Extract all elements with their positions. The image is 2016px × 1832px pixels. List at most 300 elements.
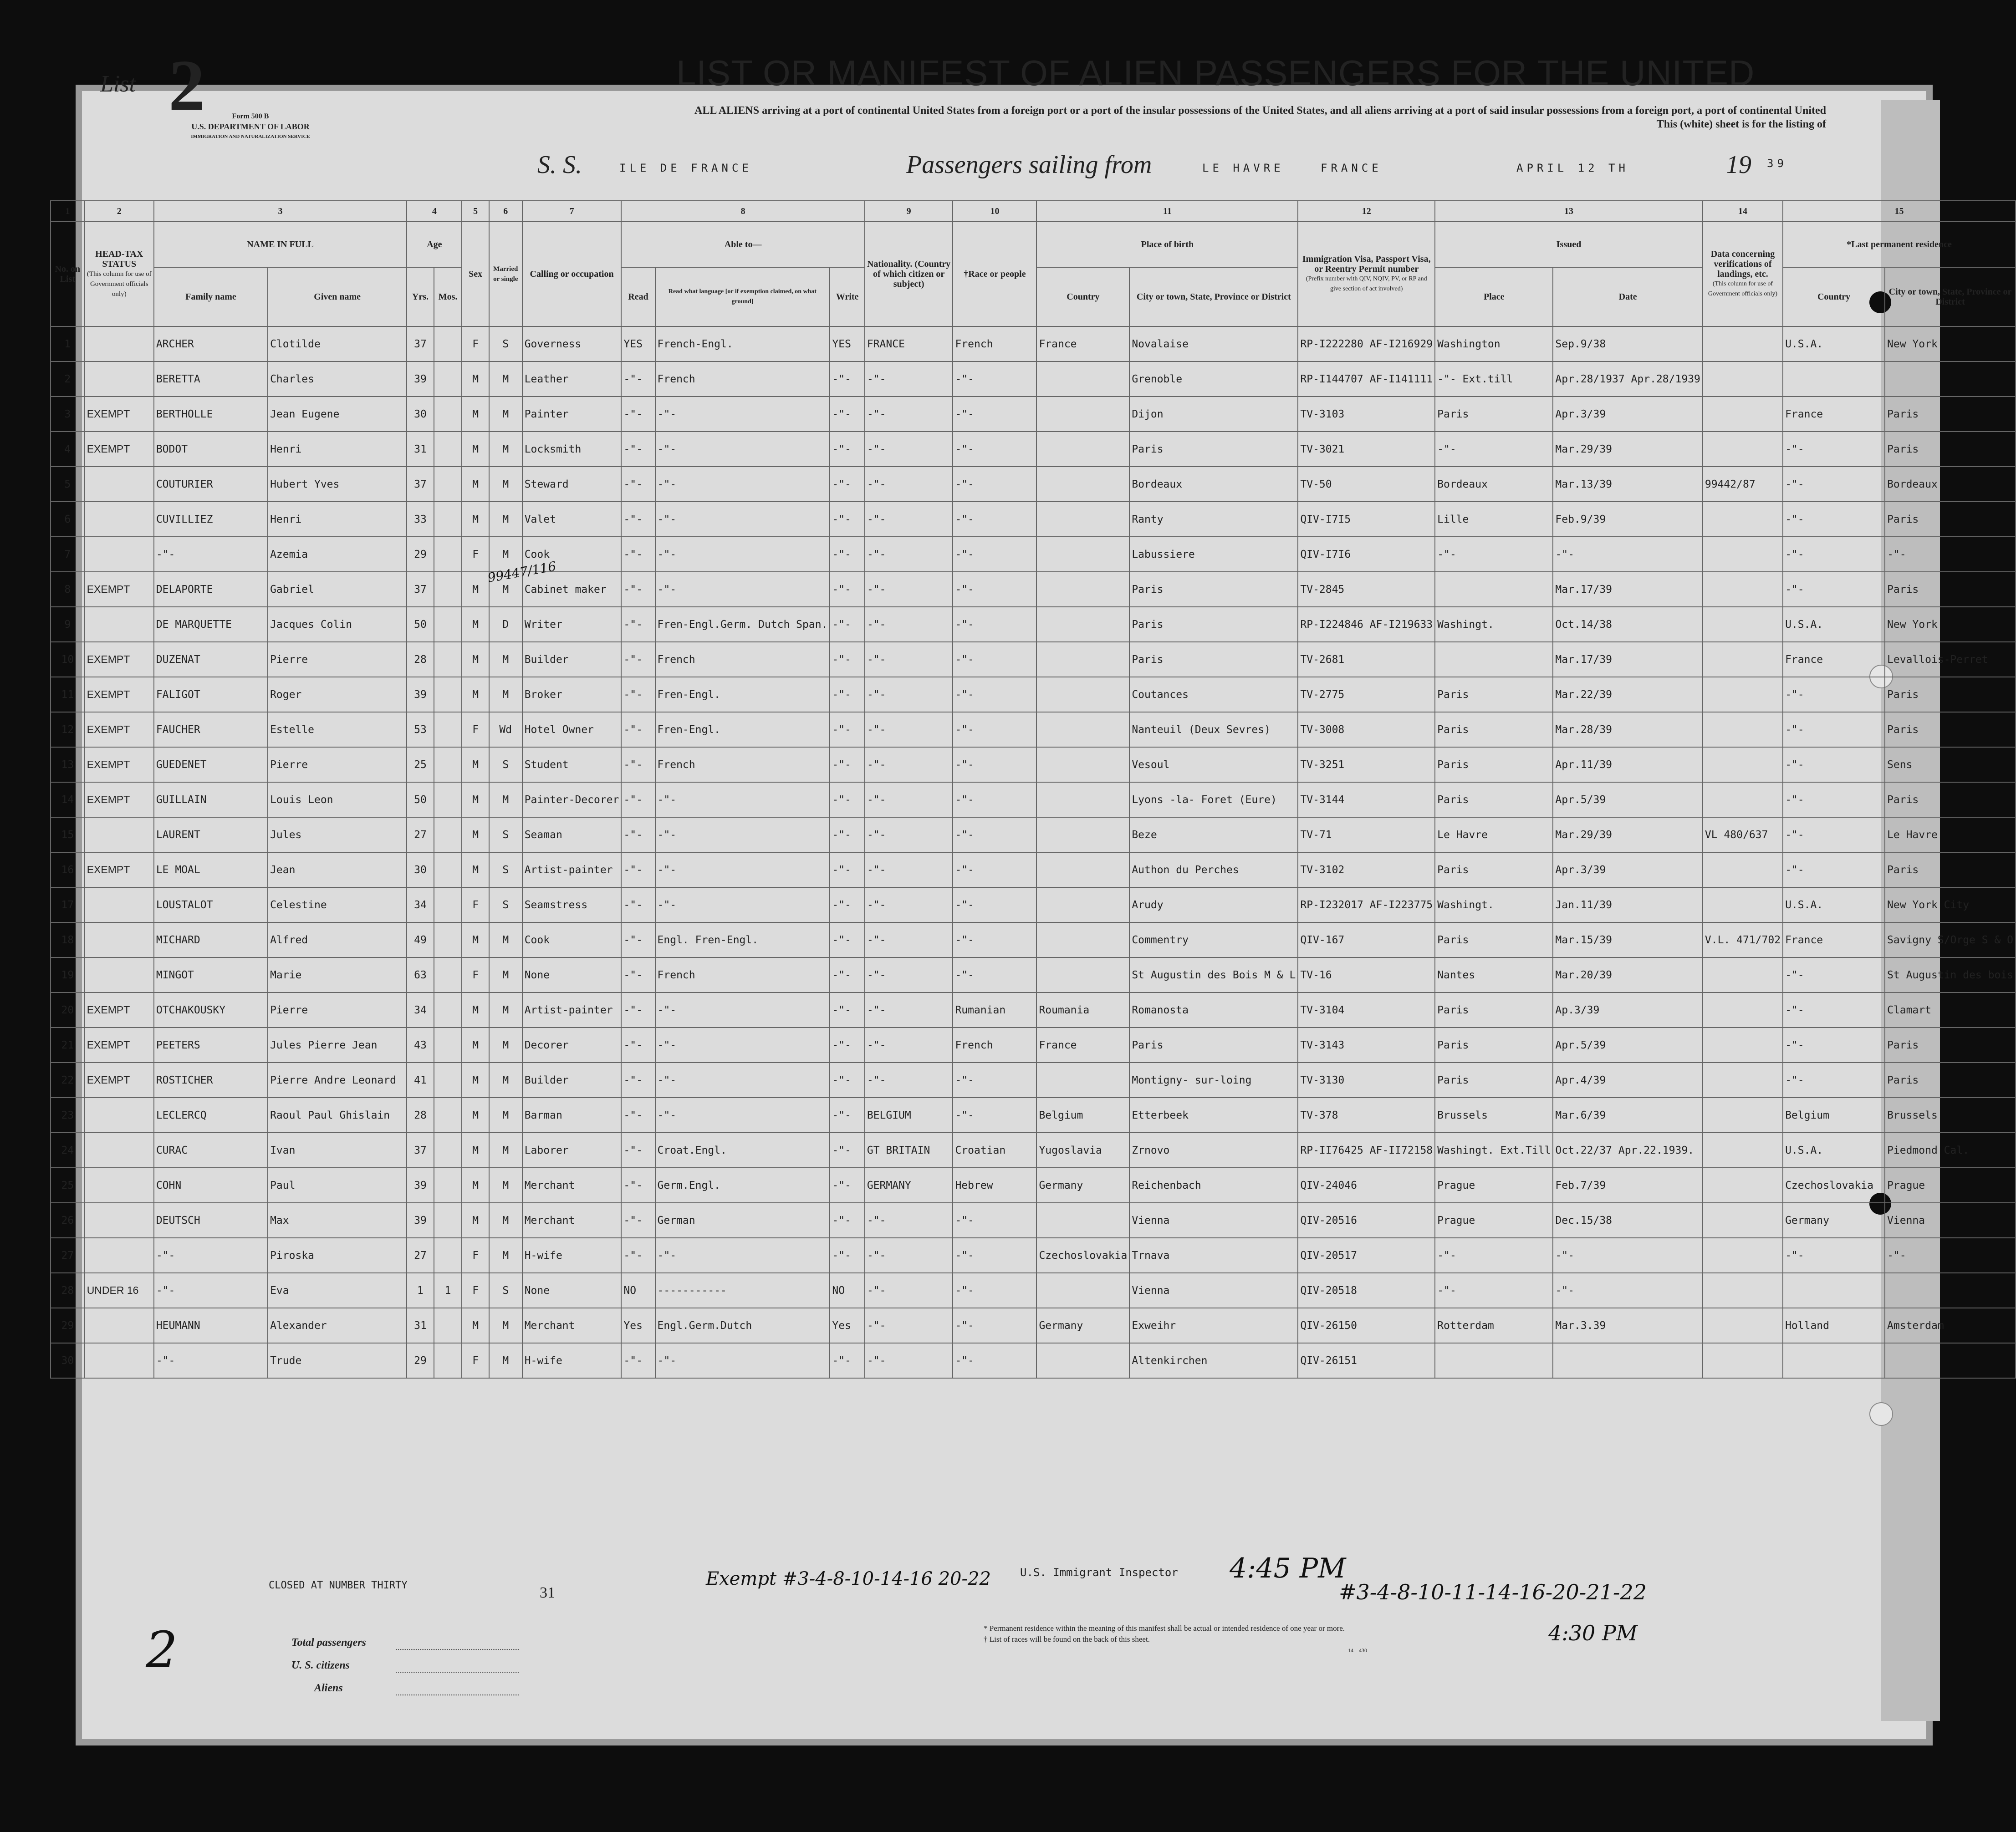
birth-city: St Augustin des Bois M & L	[1129, 957, 1298, 992]
can-read: -"-	[621, 1203, 655, 1238]
row-number: 7	[51, 537, 85, 572]
age-months	[434, 607, 462, 642]
head-tax-status	[85, 922, 154, 957]
row-number: 19	[51, 957, 85, 992]
handwritten-signature-note: Exempt #3-4-8-10-14-16 20-22	[706, 1568, 991, 1589]
occupation: Leather	[522, 361, 622, 397]
manifest-subtitle	[346, 104, 1826, 131]
age-months	[434, 467, 462, 502]
row-number: 20	[51, 992, 85, 1028]
occupation: Merchant	[522, 1203, 622, 1238]
age-years: 37	[407, 1133, 434, 1168]
race: -"-	[953, 712, 1036, 747]
residence-city: Paris	[1885, 502, 2016, 537]
sex: M	[462, 432, 489, 467]
landing-data	[1703, 1203, 1783, 1238]
hdr-birth-city: City or town, State, Province or District	[1129, 267, 1298, 326]
given-name: Trude	[268, 1343, 407, 1378]
family-name: ROSTICHER	[154, 1063, 268, 1098]
service: IMMIGRATION AND NATURALIZATION SERVICE	[191, 134, 310, 139]
given-name: Ivan	[268, 1133, 407, 1168]
occupation: Artist-painter	[522, 852, 622, 887]
sex: M	[462, 397, 489, 432]
issued-place: -"-	[1435, 537, 1553, 572]
birth-country	[1036, 572, 1129, 607]
residence-country: -"-	[1783, 467, 1885, 502]
issued-date: Mar.17/39	[1553, 642, 1703, 677]
hdr-visa-title: Immigration Visa, Passport Visa, or Reentry Permit number	[1302, 254, 1431, 274]
sex: F	[462, 957, 489, 992]
sex: F	[462, 712, 489, 747]
visa-number: QIV-26150	[1298, 1308, 1435, 1343]
birth-city: Exweihr	[1129, 1308, 1298, 1343]
issued-place: Washingt.	[1435, 607, 1553, 642]
can-read: -"-	[621, 467, 655, 502]
hdr-family-name: Family name	[154, 267, 268, 326]
residence-city: Paris	[1885, 1028, 2016, 1063]
birth-city: Etterbeek	[1129, 1098, 1298, 1133]
given-name: Azemia	[268, 537, 407, 572]
manifest-table	[50, 200, 2016, 1379]
table-row	[51, 887, 2016, 922]
can-read: -"-	[621, 361, 655, 397]
head-tax-status: EXEMPT	[85, 712, 154, 747]
issued-place: Paris	[1435, 397, 1553, 432]
table-row	[51, 642, 2016, 677]
marital-status: M	[489, 1098, 522, 1133]
birth-city: Novalaise	[1129, 326, 1298, 361]
landing-data	[1703, 712, 1783, 747]
residence-country: Belgium	[1783, 1098, 1885, 1133]
residence-city: New York	[1885, 326, 2016, 361]
birth-country	[1036, 642, 1129, 677]
nationality: -"-	[865, 957, 953, 992]
col-num-1: 1	[51, 201, 85, 222]
marital-status: M	[489, 642, 522, 677]
given-name: Pierre	[268, 992, 407, 1028]
hdr-place-of-birth: Place of birth	[1036, 222, 1298, 267]
issued-date: Sep.9/38	[1553, 326, 1703, 361]
departure-date: APRIL 12 TH	[1516, 162, 1629, 174]
occupation: Hotel Owner	[522, 712, 622, 747]
hdr-last-residence: *Last permanent residence	[1783, 222, 2016, 267]
race: -"-	[953, 1273, 1036, 1308]
sex: F	[462, 887, 489, 922]
birth-city: Paris	[1129, 572, 1298, 607]
can-read: -"-	[621, 502, 655, 537]
marital-status: M	[489, 677, 522, 712]
can-read: -"-	[621, 1238, 655, 1273]
hdr-no-on-list: No. on List	[51, 222, 85, 326]
landing-data	[1703, 1273, 1783, 1308]
handwritten-time: 4:45 PM	[1230, 1552, 1346, 1584]
hdr-yrs: Yrs.	[407, 267, 434, 326]
nationality: -"-	[865, 1273, 953, 1308]
head-tax-status: EXEMPT	[85, 1028, 154, 1063]
given-name: Marie	[268, 957, 407, 992]
residence-city: -"-	[1885, 537, 2016, 572]
head-tax-status	[85, 1238, 154, 1273]
occupation: Barman	[522, 1098, 622, 1133]
table-row	[51, 1203, 2016, 1238]
age-months	[434, 817, 462, 852]
residence-country: -"-	[1783, 1063, 1885, 1098]
nationality: -"-	[865, 887, 953, 922]
landing-data	[1703, 1063, 1783, 1098]
handwritten-time-2: 4:30 PM	[1548, 1621, 1638, 1645]
race: -"-	[953, 922, 1036, 957]
can-write: -"-	[830, 397, 864, 432]
given-name: Henri	[268, 432, 407, 467]
occupation: Artist-painter	[522, 992, 622, 1028]
birth-country: France	[1036, 1028, 1129, 1063]
table-row	[51, 852, 2016, 887]
read-language: French	[655, 747, 830, 782]
birth-country: Roumania	[1036, 992, 1129, 1028]
given-name: Pierre Andre Leonard	[268, 1063, 407, 1098]
table-row	[51, 1343, 2016, 1378]
hdr-mos: Mos.	[434, 267, 462, 326]
landing-data	[1703, 1308, 1783, 1343]
age-months	[434, 1168, 462, 1203]
nationality: -"-	[865, 537, 953, 572]
issued-place	[1435, 572, 1553, 607]
marital-status: Wd	[489, 712, 522, 747]
race: -"-	[953, 1063, 1036, 1098]
row-number: 11	[51, 677, 85, 712]
age-years: 31	[407, 1308, 434, 1343]
age-years: 39	[407, 1203, 434, 1238]
manifest-body	[51, 326, 2016, 1378]
landing-data	[1703, 607, 1783, 642]
age-months	[434, 1098, 462, 1133]
issued-date: Apr.3/39	[1553, 852, 1703, 887]
hdr-data-landings-note: (This column for use of Government officials only)	[1708, 280, 1778, 297]
sex: F	[462, 537, 489, 572]
issued-date: Apr.11/39	[1553, 747, 1703, 782]
age-months	[434, 712, 462, 747]
occupation: Builder	[522, 642, 622, 677]
head-tax-status	[85, 887, 154, 922]
can-write: -"-	[830, 607, 864, 642]
read-language: -"-	[655, 1238, 830, 1273]
header-row-1	[51, 222, 2016, 267]
issued-date: Feb.7/39	[1553, 1168, 1703, 1203]
read-language: -----------	[655, 1273, 830, 1308]
landing-data	[1703, 1238, 1783, 1273]
marital-status: M	[489, 1168, 522, 1203]
landing-data	[1703, 537, 1783, 572]
occupation: Laborer	[522, 1133, 622, 1168]
visa-number: TV-16	[1298, 957, 1435, 992]
visa-number: TV-71	[1298, 817, 1435, 852]
given-name: Jean	[268, 852, 407, 887]
visa-number: RP-I224846 AF-I219633	[1298, 607, 1435, 642]
birth-country	[1036, 782, 1129, 817]
issued-date: -"-	[1553, 1273, 1703, 1308]
given-name: Celestine	[268, 887, 407, 922]
birth-country	[1036, 957, 1129, 992]
birth-country	[1036, 537, 1129, 572]
table-row	[51, 712, 2016, 747]
can-read: -"-	[621, 852, 655, 887]
race: -"-	[953, 397, 1036, 432]
visa-number: QIV-24046	[1298, 1168, 1435, 1203]
race: -"-	[953, 607, 1036, 642]
occupation: Decorer	[522, 1028, 622, 1063]
row-number: 28	[51, 1273, 85, 1308]
race: -"-	[953, 1098, 1036, 1133]
family-name: -"-	[154, 1273, 268, 1308]
residence-country: -"-	[1783, 502, 1885, 537]
visa-number: RP-I232017 AF-I223775	[1298, 887, 1435, 922]
nationality: -"-	[865, 502, 953, 537]
family-name: GUILLAIN	[154, 782, 268, 817]
table-row	[51, 537, 2016, 572]
age-years: 28	[407, 642, 434, 677]
given-name: Gabriel	[268, 572, 407, 607]
can-read: -"-	[621, 747, 655, 782]
given-name: Jules Pierre Jean	[268, 1028, 407, 1063]
age-years: 39	[407, 361, 434, 397]
visa-number: QIV-20518	[1298, 1273, 1435, 1308]
hdr-write: Write	[830, 267, 864, 326]
race: -"-	[953, 782, 1036, 817]
residence-city: Paris	[1885, 397, 2016, 432]
age-months	[434, 572, 462, 607]
race: Rumanian	[953, 992, 1036, 1028]
residence-city: Prague	[1885, 1168, 2016, 1203]
issued-date: Dec.15/38	[1553, 1203, 1703, 1238]
residence-city: Paris	[1885, 712, 2016, 747]
year-prefix: 19	[1726, 151, 1751, 179]
handwritten-ref: 99447/116	[486, 559, 557, 585]
marital-status: M	[489, 502, 522, 537]
visa-number: QIV-167	[1298, 922, 1435, 957]
age-years: 31	[407, 432, 434, 467]
read-language: -"-	[655, 1063, 830, 1098]
read-language: -"-	[655, 537, 830, 572]
age-years: 27	[407, 817, 434, 852]
nationality: -"-	[865, 607, 953, 642]
hdr-head-tax-title: HEAD-TAX STATUS	[95, 249, 143, 269]
birth-city: Paris	[1129, 1028, 1298, 1063]
department: U.S. DEPARTMENT OF LABOR	[191, 122, 310, 131]
occupation: Cabinet maker	[522, 572, 622, 607]
age-months	[434, 502, 462, 537]
birth-city: Montigny- sur-loing	[1129, 1063, 1298, 1098]
can-write: -"-	[830, 852, 864, 887]
col-num-7: 7	[522, 201, 622, 222]
row-number: 23	[51, 1098, 85, 1133]
sex: F	[462, 1238, 489, 1273]
marital-status: M	[489, 782, 522, 817]
table-row	[51, 817, 2016, 852]
birth-city: Labussiere	[1129, 537, 1298, 572]
race: -"-	[953, 432, 1036, 467]
age-months	[434, 1203, 462, 1238]
can-read: YES	[621, 326, 655, 361]
table-row	[51, 1273, 2016, 1308]
head-tax-status: EXEMPT	[85, 747, 154, 782]
can-read: -"-	[621, 957, 655, 992]
given-name: Eva	[268, 1273, 407, 1308]
residence-country: -"-	[1783, 1238, 1885, 1273]
read-language: -"-	[655, 1098, 830, 1133]
occupation: Locksmith	[522, 432, 622, 467]
nationality: -"-	[865, 642, 953, 677]
issued-date: Apr.28/1937 Apr.28/1939	[1553, 361, 1703, 397]
birth-city: Vienna	[1129, 1203, 1298, 1238]
head-tax-status	[85, 607, 154, 642]
nationality: -"-	[865, 852, 953, 887]
family-name: CURAC	[154, 1133, 268, 1168]
hdr-nationality: Nationality. (Country of which citizen or subject)	[865, 222, 953, 326]
can-write: Yes	[830, 1308, 864, 1343]
row-number: 21	[51, 1028, 85, 1063]
subtitle-line-1: ALL ALIENS arriving at a port of continental United States from a foreign port or a port of the insular possessions of the United States, and all aliens arriving at a port of said insular possessions from a foreign port, a port of continental United	[694, 105, 1826, 117]
can-write: -"-	[830, 712, 864, 747]
visa-number: TV-2845	[1298, 572, 1435, 607]
hdr-head-tax-note: (This column for use of Government officials only)	[87, 270, 152, 298]
birth-country: France	[1036, 326, 1129, 361]
age-years: 50	[407, 782, 434, 817]
head-tax-status: UNDER 16	[85, 1273, 154, 1308]
handwritten-exempt-numbers: #3-4-8-10-11-14-16-20-21-22	[1339, 1580, 1647, 1604]
family-name: BODOT	[154, 432, 268, 467]
table-row	[51, 432, 2016, 467]
nationality: -"-	[865, 1063, 953, 1098]
occupation: Cook	[522, 537, 622, 572]
occupation: Painter	[522, 397, 622, 432]
can-write: -"-	[830, 782, 864, 817]
age-months	[434, 1238, 462, 1273]
issued-place: Nantes	[1435, 957, 1553, 992]
issued-place: Paris	[1435, 1063, 1553, 1098]
age-months	[434, 852, 462, 887]
birth-country	[1036, 397, 1129, 432]
birth-city: Dijon	[1129, 397, 1298, 432]
can-read: -"-	[621, 1098, 655, 1133]
landing-data	[1703, 677, 1783, 712]
residence-city: Piedmond Cal.	[1885, 1133, 2016, 1168]
residence-city: Paris	[1885, 782, 2016, 817]
read-language: -"-	[655, 1343, 830, 1378]
row-number: 25	[51, 1168, 85, 1203]
can-write: -"-	[830, 887, 864, 922]
given-name: Pierre	[268, 642, 407, 677]
race: -"-	[953, 642, 1036, 677]
can-read: -"-	[621, 1168, 655, 1203]
visa-number: TV-3251	[1298, 747, 1435, 782]
race: -"-	[953, 361, 1036, 397]
marital-status: M	[489, 537, 522, 572]
punch-hole	[1869, 1402, 1893, 1426]
row-number: 30	[51, 1343, 85, 1378]
row-number: 1	[51, 326, 85, 361]
residence-city: Brussels	[1885, 1098, 2016, 1133]
family-name: DELAPORTE	[154, 572, 268, 607]
issued-date: Mar.13/39	[1553, 467, 1703, 502]
can-write: -"-	[830, 992, 864, 1028]
row-number: 15	[51, 817, 85, 852]
head-tax-status: EXEMPT	[85, 1063, 154, 1098]
sex: M	[462, 1028, 489, 1063]
residence-city: Paris	[1885, 432, 2016, 467]
issued-date: Mar.15/39	[1553, 922, 1703, 957]
read-language: -"-	[655, 782, 830, 817]
can-read: -"-	[621, 607, 655, 642]
table-row	[51, 502, 2016, 537]
row-number: 13	[51, 747, 85, 782]
hdr-issued: Issued	[1435, 222, 1703, 267]
landing-data: V.L. 471/702	[1703, 922, 1783, 957]
col-num-9: 9	[865, 201, 953, 222]
table-row	[51, 326, 2016, 361]
marital-status: M	[489, 1343, 522, 1378]
race: -"-	[953, 1238, 1036, 1273]
visa-number: TV-3008	[1298, 712, 1435, 747]
birth-country	[1036, 887, 1129, 922]
marital-status: M	[489, 397, 522, 432]
sex: F	[462, 326, 489, 361]
can-write: -"-	[830, 467, 864, 502]
family-name: MICHARD	[154, 922, 268, 957]
birth-city: Coutances	[1129, 677, 1298, 712]
head-tax-status	[85, 326, 154, 361]
issued-date: Mar.29/39	[1553, 817, 1703, 852]
family-name: DE MARQUETTE	[154, 607, 268, 642]
given-name: Roger	[268, 677, 407, 712]
residence-country: U.S.A.	[1783, 1133, 1885, 1168]
issued-place: Rotterdam	[1435, 1308, 1553, 1343]
family-name: BERETTA	[154, 361, 268, 397]
family-name: -"-	[154, 1238, 268, 1273]
head-tax-status	[85, 361, 154, 397]
birth-country: Germany	[1036, 1308, 1129, 1343]
birth-city: Paris	[1129, 607, 1298, 642]
visa-number: TV-2775	[1298, 677, 1435, 712]
issued-place: Paris	[1435, 852, 1553, 887]
ship-name: ILE DE FRANCE	[619, 162, 752, 174]
footnote-1: * Permanent residence within the meaning of this manifest shall be actual or intended residence of one year or more.	[984, 1624, 1345, 1633]
hdr-head-tax	[85, 222, 154, 326]
table-row	[51, 572, 2016, 607]
nationality: -"-	[865, 1308, 953, 1343]
sex: M	[462, 1133, 489, 1168]
hdr-issued-date: Date	[1553, 267, 1703, 326]
visa-number: TV-3144	[1298, 782, 1435, 817]
ss-label: S. S.	[537, 151, 582, 179]
read-language: -"-	[655, 432, 830, 467]
table-row	[51, 1238, 2016, 1273]
family-name: MINGOT	[154, 957, 268, 992]
table-row	[51, 677, 2016, 712]
sex: M	[462, 747, 489, 782]
table-row	[51, 747, 2016, 782]
hdr-race: †Race or people	[953, 222, 1036, 326]
issued-place: -"-	[1435, 1273, 1553, 1308]
residence-city: Paris	[1885, 572, 2016, 607]
marital-status: S	[489, 1273, 522, 1308]
sex: M	[462, 677, 489, 712]
sex: F	[462, 1273, 489, 1308]
visa-number: TV-3104	[1298, 992, 1435, 1028]
print-code: 14—430	[1348, 1647, 1367, 1654]
nationality: FRANCE	[865, 326, 953, 361]
hdr-married: Married or single	[489, 222, 522, 326]
marital-status: M	[489, 432, 522, 467]
